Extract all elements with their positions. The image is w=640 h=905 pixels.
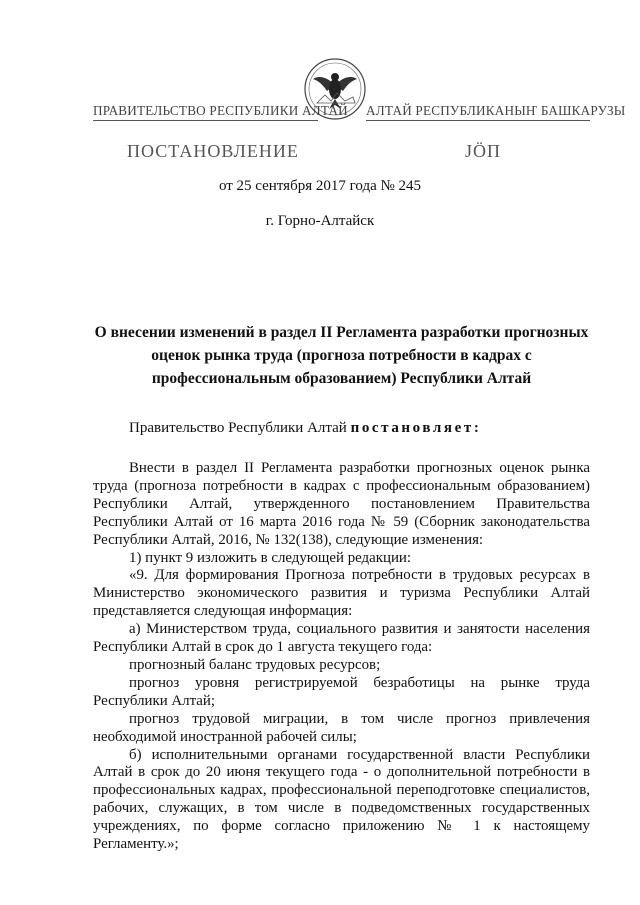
body-paragraph: прогнозный баланс трудовых ресурсов; [129,656,381,673]
body-paragraph: «9. Для формирования Прогноза потребности в трудовых ресурсах в Министерство экономического развития и туризма Республики Алтай представляется следующая информация: [93,567,590,620]
government-name-russian: ПРАВИТЕЛЬСТВО РЕСПУБЛИКИ АЛТАЙ [93,103,348,118]
body-paragraph: прогноз уровня регистрируемой безработицы на рынке труда Республики Алтай; [93,674,590,709]
header-rule-right [366,120,590,121]
body-paragraph: б) исполнительными органами государственной власти Республики Алтай в срок до 20 июня текущего года - о дополнительной потребности в профессиональных кадрах, профессиональной переподготовке специалистов, рабочих, служащих, в том числе в подведомственных государственных учреждениях, по форме согласно приложению № 1 к настоящему Регламенту.»; [93,746,590,853]
city-line: г. Горно-Алтайск [265,213,375,229]
document-type-altai: JÖП [465,141,502,161]
decree-verb: постановляет: [350,420,482,436]
header-rule-left [93,120,318,121]
document-body [93,460,590,854]
decree-lead: Правительство Республики Алтай [129,420,351,436]
body-paragraph: а) Министерством труда, социального развития и занятости населения Республики Алтай в срок до 1 августа текущего года: [93,621,590,656]
document-title: О внесении изменений в раздел II Регламента разработки прогнозных оценок рынка труда (прогноза потребности в кадрах с профессиональным образованием) Республики Алтай [94,324,589,387]
government-name-altai: АЛТАЙ РЕСПУБЛИКАНЫҤ БАШКАРУЗЫ [366,103,626,118]
body-paragraph: прогноз трудовой миграции, в том числе прогноз привлечения необходимой иностранной рабочей силы; [93,710,590,745]
body-paragraph: 1) пункт 9 изложить в следующей редакции: [129,549,412,566]
date-and-number: от 25 сентября 2017 года № 245 [218,178,422,194]
document-type-russian: ПОСТАНОВЛЕНИЕ [127,141,299,161]
decree-line [129,420,481,437]
body-paragraph: Внести в раздел II Регламента разработки прогнозных оценок рынка труда (прогноза потребности в кадрах с профессиональным образованием) Республики Алтай, утвержденного постановлением Правительства Республики Алтай от 16 марта 2016 года № 59 (Сборник законодательства Республики Алтай, 2016, № 132(138), следующие изменения: [93,460,590,548]
